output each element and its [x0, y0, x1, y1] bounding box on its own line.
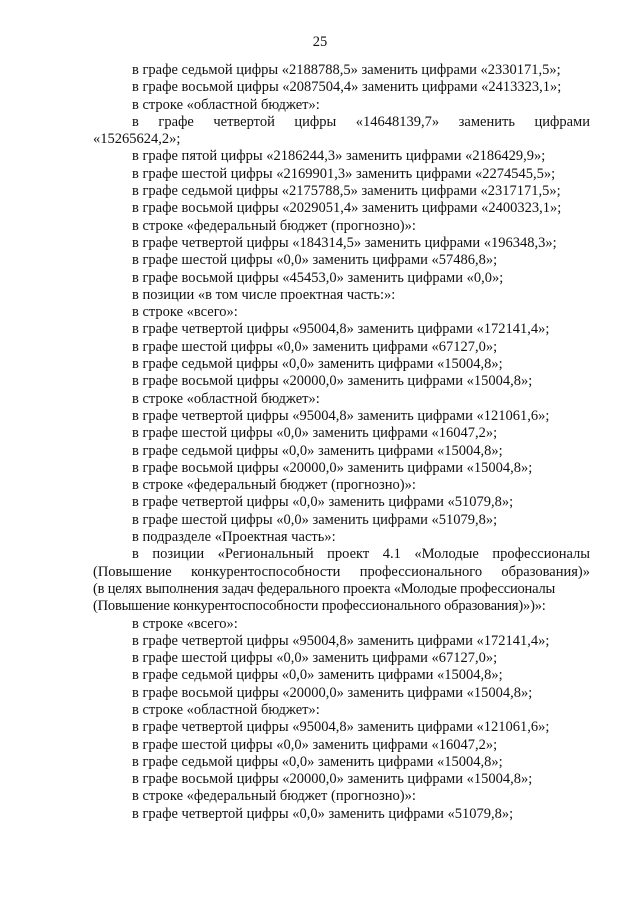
- document-line: в графе шестой цифры «0,0» заменить цифрами «67127,0»;: [132, 650, 498, 667]
- document-line: в строке «федеральный бюджет (прогнозно)»:: [132, 788, 416, 805]
- document-line: в графе четвертой цифры «14648139,7» заменить цифрами: [132, 113, 590, 130]
- document-line: в строке «областной бюджет»:: [132, 390, 320, 407]
- document-line: в графе пятой цифры «2186244,3» заменить цифрами «2186429,9»;: [132, 148, 546, 165]
- document-line: в позиции «Региональный проект 4.1 «Молодые профессионалы: [132, 546, 590, 563]
- document-line: в графе седьмой цифры «0,0» заменить цифрами «15004,8»;: [132, 356, 503, 373]
- document-line: в графе четвертой цифры «95004,8» заменить цифрами «172141,4»;: [132, 321, 550, 338]
- document-line: «15265624,2»;: [93, 131, 181, 148]
- document-line: в графе четвертой цифры «0,0» заменить цифрами «51079,8»;: [132, 494, 514, 511]
- document-line: в графе четвертой цифры «95004,8» заменить цифрами «121061,6»;: [132, 407, 550, 424]
- document-line: в графе восьмой цифры «20000,0» заменить цифрами «15004,8»;: [132, 459, 533, 476]
- document-line: в графе седьмой цифры «2188788,5» заменить цифрами «2330171,5»;: [132, 62, 561, 78]
- document-line: в графе восьмой цифры «20000,0» заменить цифрами «15004,8»;: [132, 771, 533, 788]
- document-line: (Повышение конкурентоспособности профессионального образования)»: [93, 563, 590, 580]
- document-line: в строке «областной бюджет»:: [132, 96, 320, 113]
- document-line: в подразделе «Проектная часть»:: [132, 529, 336, 546]
- document-line: в строке «всего»:: [132, 615, 238, 632]
- document-line: в графе восьмой цифры «20000,0» заменить цифрами «15004,8»;: [132, 684, 533, 701]
- document-line: в графе седьмой цифры «0,0» заменить цифрами «15004,8»;: [132, 753, 503, 770]
- document-line: в графе шестой цифры «0,0» заменить цифрами «67127,0»;: [132, 338, 498, 355]
- document-body: [93, 62, 590, 823]
- document-line: в строке «федеральный бюджет (прогнозно)»:: [132, 217, 416, 234]
- document-line: в графе восьмой цифры «20000,0» заменить цифрами «15004,8»;: [132, 373, 533, 390]
- document-line: в графе четвертой цифры «95004,8» заменить цифрами «172141,4»;: [132, 632, 550, 649]
- page-number: 25: [312, 34, 328, 50]
- document-line: в графе восьмой цифры «45453,0» заменить цифрами «0,0»;: [132, 269, 504, 286]
- document-line: в графе шестой цифры «2169901,3» заменить цифрами «2274545,5»;: [132, 165, 556, 182]
- document-line: в строке «областной бюджет»:: [132, 701, 320, 718]
- document-line: в графе седьмой цифры «0,0» заменить цифрами «15004,8»;: [132, 667, 503, 684]
- document-line: в строке «всего»:: [132, 304, 238, 321]
- document-line: в графе шестой цифры «0,0» заменить цифрами «57486,8»;: [132, 252, 498, 269]
- document-line: в графе восьмой цифры «2087504,4» заменить цифрами «2413323,1»;: [132, 79, 562, 96]
- document-line: в графе четвертой цифры «184314,5» заменить цифрами «196348,3»;: [132, 234, 557, 251]
- document-line: в графе шестой цифры «0,0» заменить цифрами «51079,8»;: [132, 511, 498, 528]
- document-line: в позиции «в том числе проектная часть:»:: [132, 286, 396, 303]
- document-line: в графе четвертой цифры «0,0» заменить цифрами «51079,8»;: [132, 805, 514, 822]
- document-line: в графе четвертой цифры «95004,8» заменить цифрами «121061,6»;: [132, 719, 550, 736]
- document-line: в графе восьмой цифры «2029051,4» заменить цифрами «2400323,1»;: [132, 200, 562, 217]
- document-line: (Повышение конкурентоспособности профессионального образования)»)»:: [93, 598, 546, 615]
- document-line: в графе седьмой цифры «2175788,5» заменить цифрами «2317171,5»;: [132, 183, 561, 200]
- document-line: (в целях выполнения задач федерального проекта «Молодые профессионалы: [93, 580, 556, 597]
- document-line: в графе шестой цифры «0,0» заменить цифрами «16047,2»;: [132, 736, 498, 753]
- document-line: в графе шестой цифры «0,0» заменить цифрами «16047,2»;: [132, 425, 498, 442]
- document-line: в строке «федеральный бюджет (прогнозно)»:: [132, 477, 416, 494]
- document-line: в графе седьмой цифры «0,0» заменить цифрами «15004,8»;: [132, 442, 503, 459]
